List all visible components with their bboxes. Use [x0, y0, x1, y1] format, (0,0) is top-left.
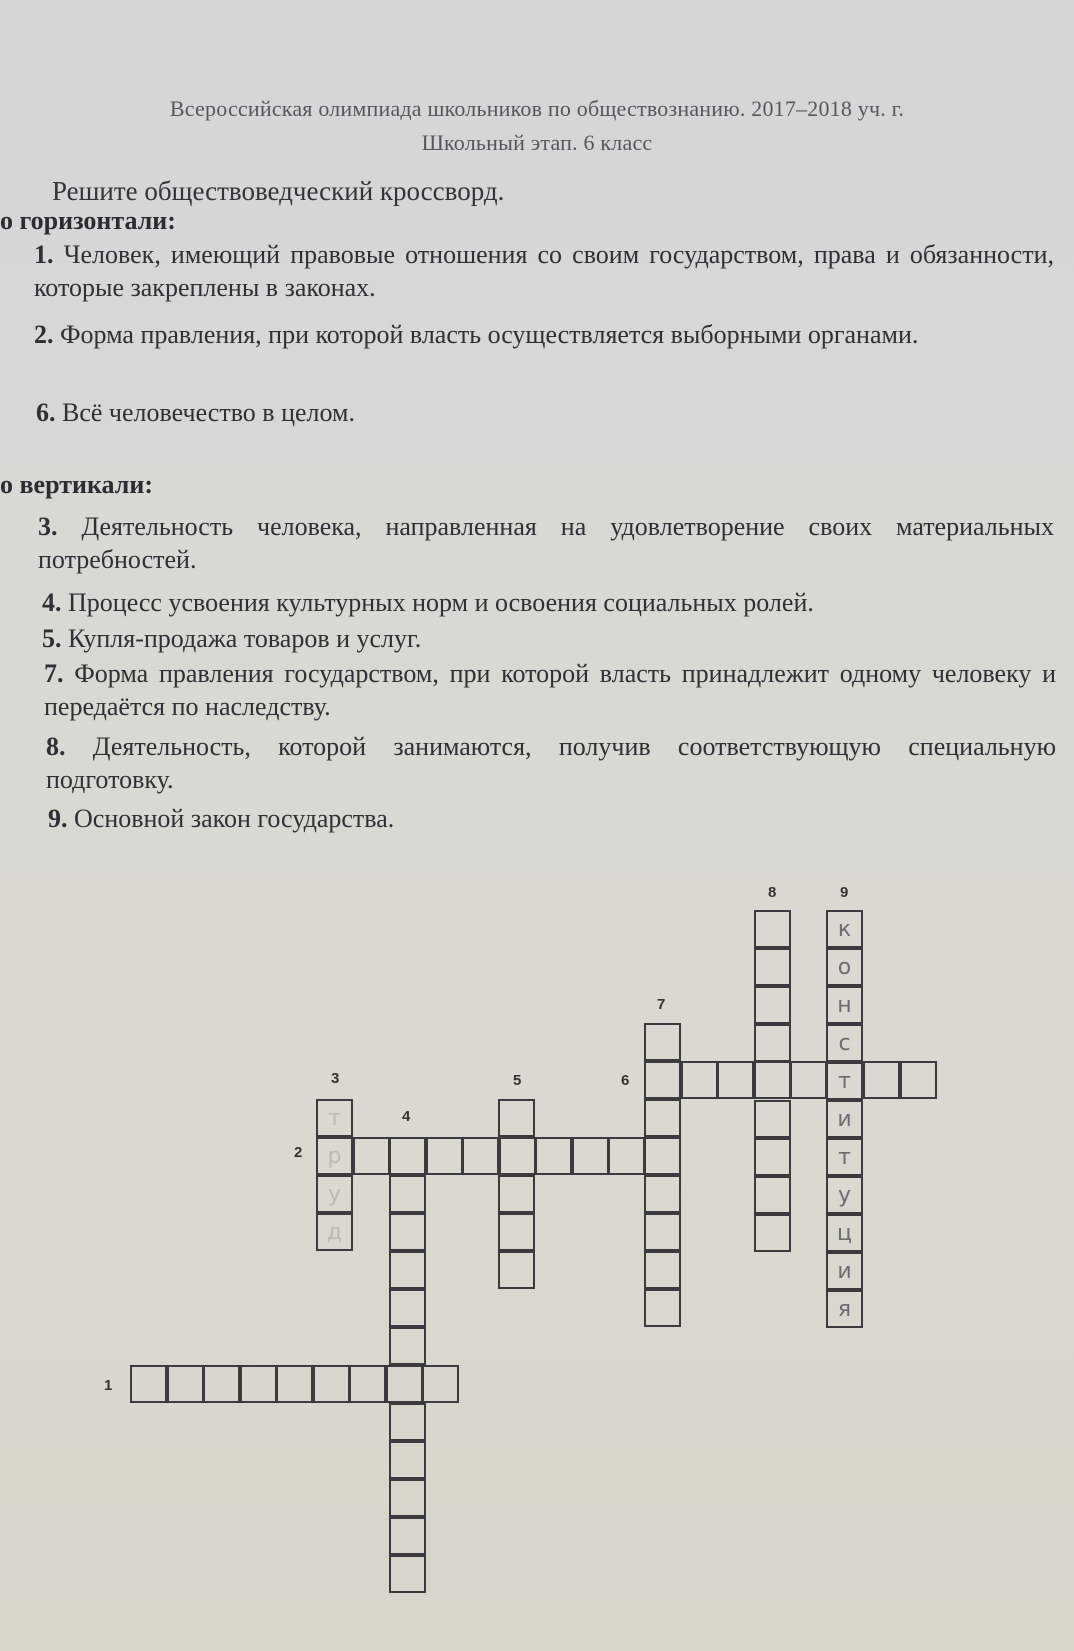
crossword-cell-8-down[interactable] [754, 986, 791, 1024]
crossword-cell-2-across[interactable] [499, 1137, 536, 1175]
crossword-cell-7-down[interactable] [644, 1289, 681, 1327]
crossword-cell-3-down[interactable]: у [316, 1175, 353, 1213]
grid-label-7: 7 [657, 996, 666, 1013]
crossword-cell-1-across[interactable] [240, 1365, 277, 1403]
grid-label-8: 8 [768, 884, 777, 901]
clue-down-7: 7. Форма правления государством, при которой власть принадлежит одному человеку и передаётся по наследству. [44, 659, 1057, 721]
crossword-cell-3-down[interactable]: т [316, 1099, 353, 1137]
grid-label-6: 6 [621, 1072, 630, 1089]
crossword-cell-8-down[interactable] [754, 1176, 791, 1214]
grid-label-1: 1 [104, 1377, 113, 1394]
crossword-cell-4-down[interactable] [389, 1213, 426, 1251]
crossword-cell-6-across[interactable] [863, 1061, 900, 1099]
down-heading: о вертикали: [0, 470, 153, 499]
clue-down-4: 4. Процесс усвоения культурных норм и освоения социальных ролей. [42, 588, 814, 617]
crossword-cell-4-down[interactable] [389, 1251, 426, 1289]
grid-label-4: 4 [402, 1108, 411, 1125]
crossword-cell-9-down[interactable]: и [826, 1252, 863, 1290]
crossword-cell-1-across[interactable] [130, 1365, 167, 1403]
crossword-cell-8-down[interactable] [754, 1024, 791, 1062]
clue-down-9: 9. Основной закон государства. [48, 804, 395, 833]
crossword-cell-6-across[interactable] [754, 1061, 791, 1099]
across-heading: о горизонтали: [0, 206, 176, 235]
crossword-cell-8-down[interactable] [754, 910, 791, 948]
crossword-cell-5-down[interactable] [498, 1213, 535, 1251]
grid-label-9: 9 [840, 884, 849, 901]
crossword-cell-1-across[interactable] [349, 1365, 386, 1403]
crossword-cell-1-across[interactable] [422, 1365, 459, 1403]
crossword-cell-6-across[interactable] [717, 1061, 754, 1099]
crossword-cell-1-across[interactable] [313, 1365, 350, 1403]
crossword-cell-2-across[interactable] [353, 1137, 390, 1175]
crossword-cell-9-down[interactable]: н [826, 986, 863, 1024]
grid-label-3: 3 [331, 1070, 340, 1087]
crossword-cell-7-down[interactable] [644, 1137, 681, 1175]
crossword-cell-4-down[interactable] [389, 1327, 426, 1365]
crossword-cell-3-down[interactable]: д [316, 1213, 353, 1251]
crossword-cell-6-across[interactable] [644, 1061, 681, 1099]
stage-subtitle: Школьный этап. 6 класс [421, 130, 653, 155]
crossword-cell-4-down[interactable] [389, 1517, 426, 1555]
crossword-cell-1-across[interactable] [276, 1365, 313, 1403]
crossword-cell-9-down[interactable]: о [826, 948, 863, 986]
clue-across-2: 2. Форма правления, при которой власть осуществляется выборными органами. [34, 320, 919, 349]
crossword-cell-4-down[interactable] [389, 1479, 426, 1517]
crossword-cell-7-down[interactable] [644, 1213, 681, 1251]
task-instruction: Решите обществоведческий кроссворд. [52, 176, 505, 206]
clue-across-6: 6. Всё человечество в целом. [36, 398, 355, 427]
crossword-cell-2-across[interactable] [572, 1137, 609, 1175]
clue-down-5: 5. Купля-продажа товаров и услуг. [42, 624, 422, 653]
crossword-cell-2-across[interactable] [462, 1137, 499, 1175]
crossword-cell-2-across[interactable] [426, 1137, 463, 1175]
crossword-cell-9-down[interactable]: т [826, 1138, 863, 1176]
crossword-cell-6-across[interactable] [790, 1061, 827, 1099]
crossword-cell-5-down[interactable] [498, 1175, 535, 1213]
crossword-cell-9-down[interactable]: к [826, 910, 863, 948]
crossword-cell-5-down[interactable] [498, 1251, 535, 1289]
crossword-cell-8-down[interactable] [754, 1214, 791, 1252]
crossword-cell-9-down[interactable]: у [826, 1176, 863, 1214]
grid-label-2: 2 [294, 1144, 303, 1161]
crossword-cell-1-across[interactable] [167, 1365, 204, 1403]
crossword-cell-9-down[interactable]: и [826, 1100, 863, 1138]
clue-across-1: 1. Человек, имеющий правовые отношения со своим государством, права и обязанности, которые закреплены в законах. [34, 240, 1054, 302]
crossword-cell-9-down[interactable]: я [826, 1290, 863, 1328]
crossword-cell-8-down[interactable] [754, 1138, 791, 1176]
crossword-cell-2-across[interactable] [535, 1137, 572, 1175]
crossword-cell-2-across[interactable] [389, 1137, 426, 1175]
crossword-cell-1-across[interactable] [386, 1365, 423, 1403]
crossword-cell-3-down[interactable]: р [316, 1137, 353, 1175]
crossword-cell-2-across[interactable] [608, 1137, 645, 1175]
crossword-cell-8-down[interactable] [754, 1100, 791, 1138]
crossword-cell-5-down[interactable] [498, 1099, 535, 1137]
crossword-cell-7-down[interactable] [644, 1251, 681, 1289]
clue-down-3: 3. Деятельность человека, направленная на удовлетворение своих материальных потребностей. [38, 512, 1054, 574]
crossword-cell-4-down[interactable] [389, 1289, 426, 1327]
crossword-cell-4-down[interactable] [389, 1441, 426, 1479]
crossword-cell-7-down[interactable] [644, 1023, 681, 1061]
crossword-cell-4-down[interactable] [389, 1555, 426, 1593]
crossword-cell-1-across[interactable] [203, 1365, 240, 1403]
grid-label-5: 5 [513, 1072, 522, 1089]
crossword-cell-9-down[interactable]: т [826, 1062, 863, 1100]
crossword-cell-9-down[interactable]: ц [826, 1214, 863, 1252]
crossword-cell-4-down[interactable] [389, 1403, 426, 1441]
olympiad-title: Всероссийская олимпиада школьников по обществознанию. 2017–2018 уч. г. [169, 96, 905, 121]
clue-down-8: 8. Деятельность, которой занимаются, получив соответствующую специальную подготовку. [46, 732, 1057, 794]
crossword-cell-8-down[interactable] [754, 948, 791, 986]
crossword-cell-6-across[interactable] [900, 1061, 937, 1099]
crossword-cell-6-across[interactable] [681, 1061, 718, 1099]
crossword-cell-9-down[interactable]: с [826, 1024, 863, 1062]
crossword-cell-4-down[interactable] [389, 1175, 426, 1213]
crossword-cell-7-down[interactable] [644, 1175, 681, 1213]
crossword-cell-7-down[interactable] [644, 1099, 681, 1137]
